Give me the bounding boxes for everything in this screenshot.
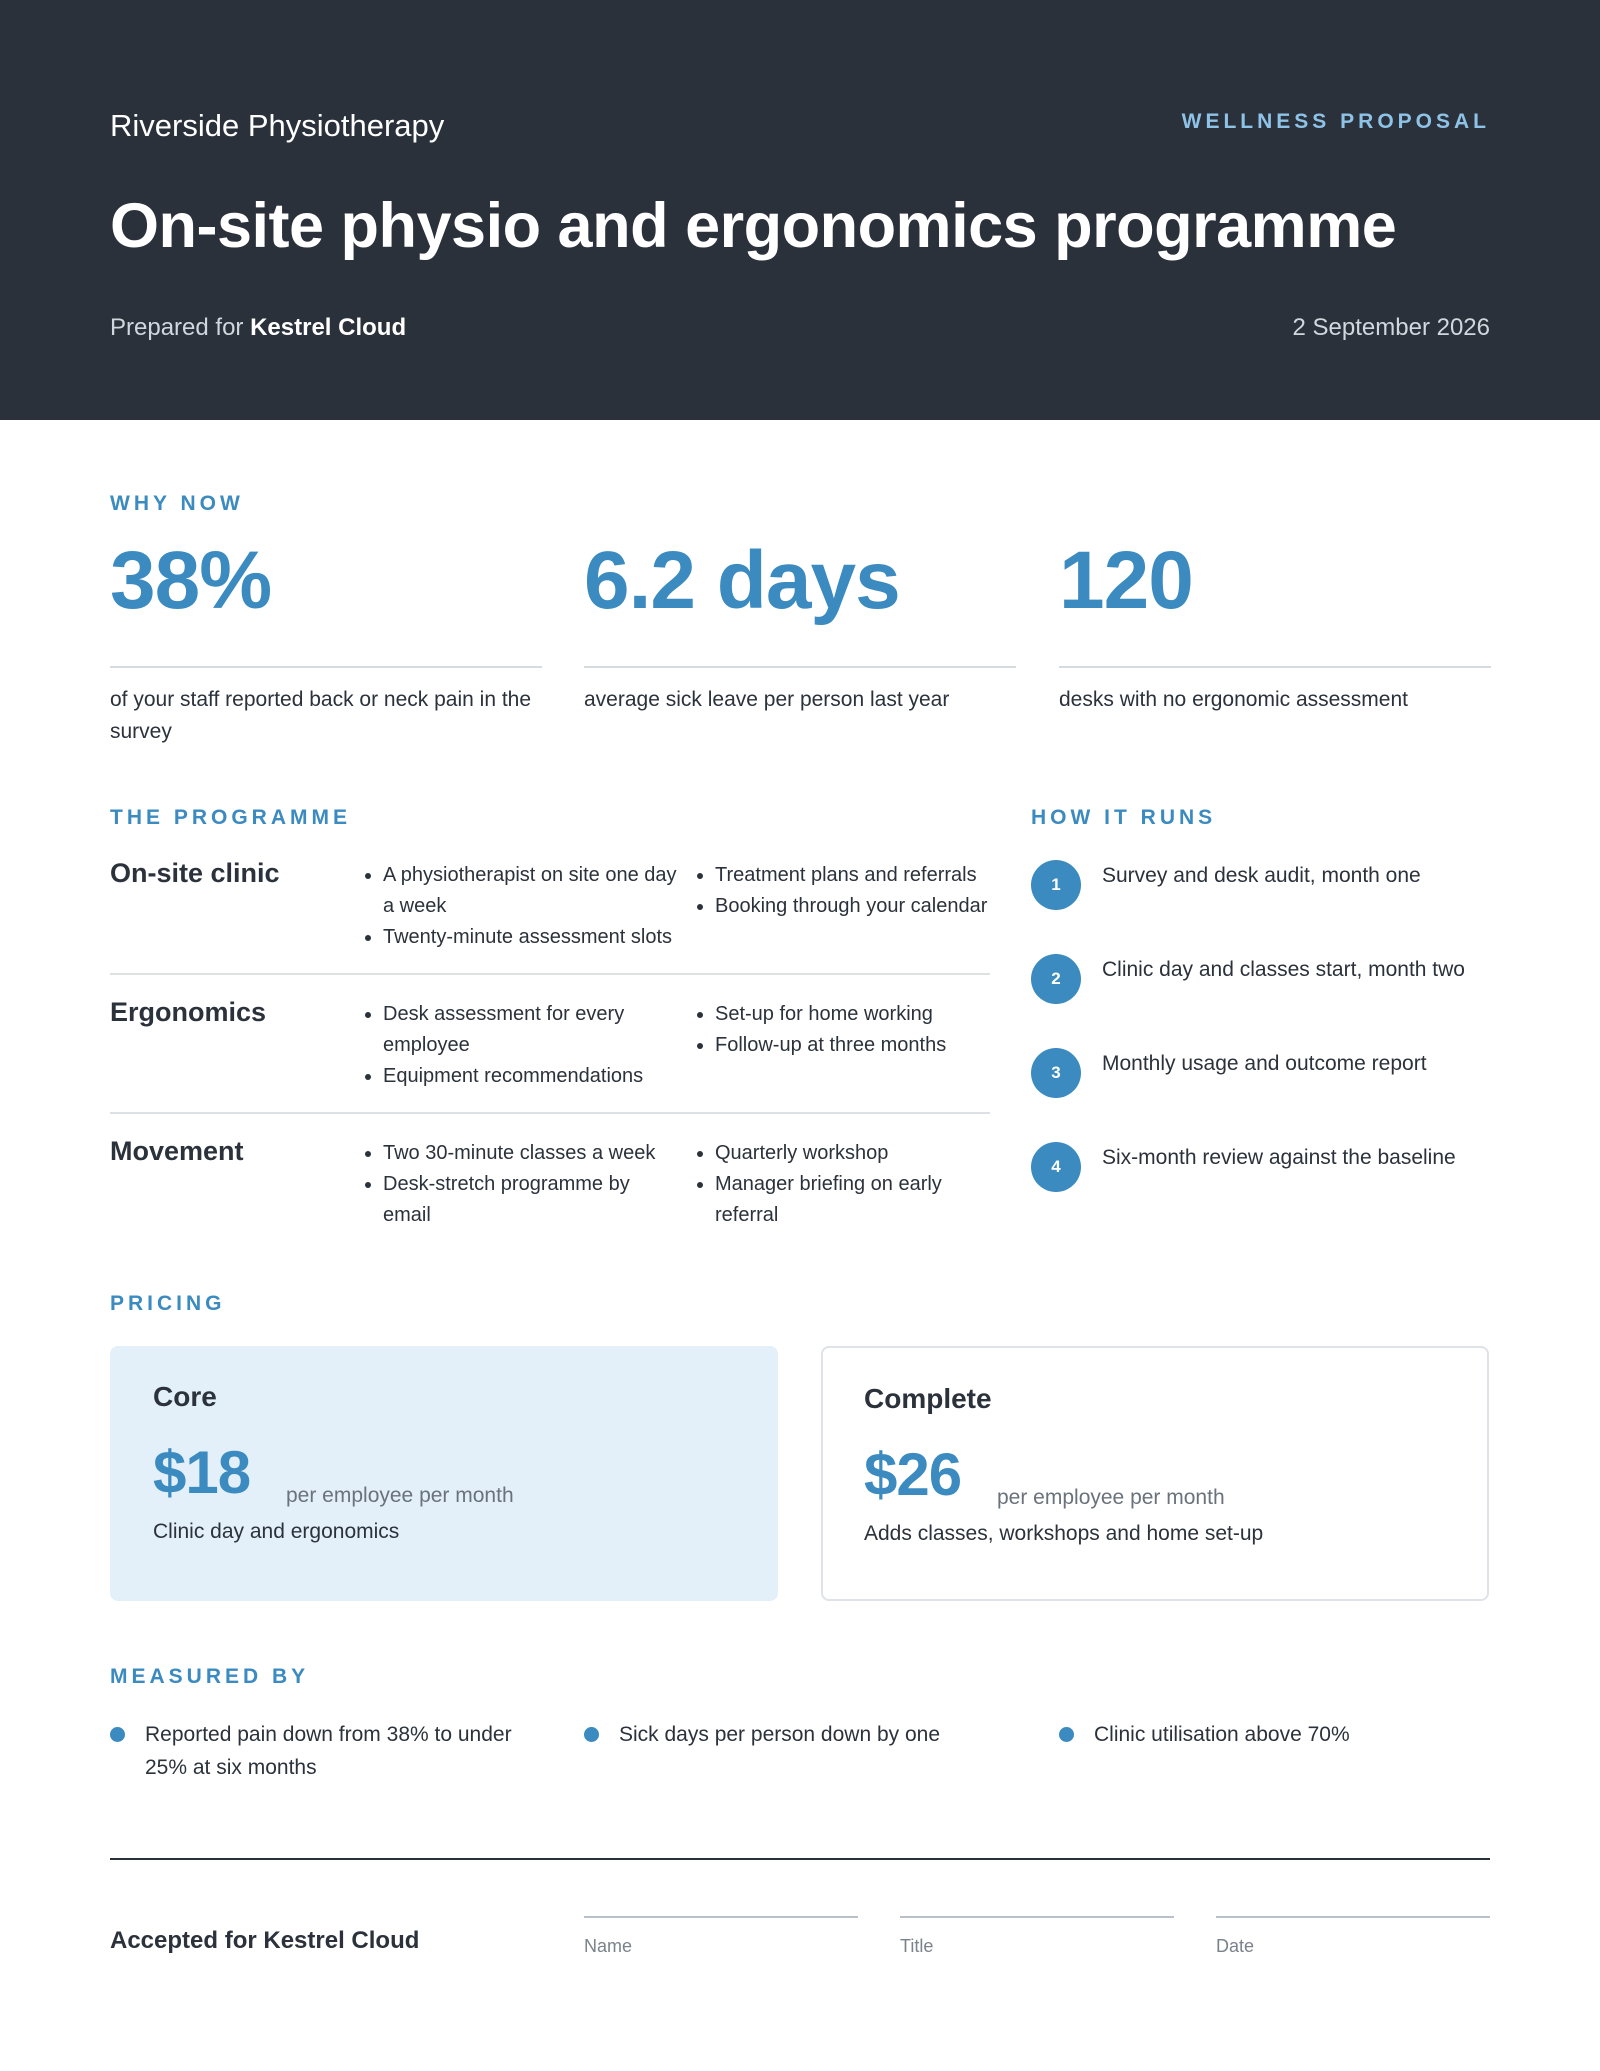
acceptance-label: Accepted for Kestrel Cloud [110,1927,420,1954]
signature-field-label: Name [584,1936,633,1956]
programme-bullets-left [363,1138,673,1231]
signature-field-title[interactable] [900,1916,1174,1956]
programme-bullets-right [695,1138,975,1231]
step-text: Monthly usage and outcome report [1102,1052,1427,1075]
step-item [1031,860,1491,910]
signature-field-label: Date [1216,1936,1255,1956]
plan-price-unit: per employee per month [286,1484,514,1507]
measured-by-heading: MEASURED BY [110,1665,310,1688]
stat-divider [110,666,542,668]
list-item: Set-up for home working [695,999,995,1030]
step-number-badge: 4 [1031,1142,1081,1192]
client-name: Kestrel Cloud [250,314,407,341]
stat-divider [1059,666,1491,668]
plan-description: Adds classes, workshops and home set-up [864,1522,1264,1545]
list-item: A physiotherapist on site one day a week [363,860,693,922]
bullet-dot-icon [1059,1727,1074,1742]
stat-description: average sick leave per person last year [584,688,950,711]
programme-name: Ergonomics [110,997,267,1027]
stat-value: 6.2 days [584,535,900,626]
step-text: Six-month review against the baseline [1102,1146,1456,1169]
stat-staff-pain [110,535,542,748]
programme-bullets-right [695,999,995,1061]
list-item: Manager briefing on early referral [695,1169,975,1231]
stat-description: desks with no ergonomic assessment [1059,688,1408,711]
plan-price: $26 [864,1441,962,1508]
page-title: On-site physio and ergonomics programme [110,191,1397,261]
bullet-dot-icon [110,1727,125,1742]
signature-field-label: Title [900,1936,934,1956]
programme-row-movement [110,1136,990,1236]
signature-field-name[interactable] [584,1916,858,1956]
programme-bullets-right [695,860,995,922]
plan-price-unit: per employee per month [997,1486,1225,1509]
list-item: Treatment plans and referrals [695,860,995,891]
list-item: Equipment recommendations [363,1061,693,1092]
step-item [1031,954,1491,1004]
stat-desks [1059,535,1491,716]
pricing-heading: PRICING [110,1292,226,1315]
list-item: Booking through your calendar [695,891,995,922]
document-type-label: WELLNESS PROPOSAL [1181,110,1490,133]
plan-price: $18 [153,1439,251,1506]
header-banner [0,0,1600,420]
pricing-plan-complete [821,1346,1489,1601]
stat-divider [584,666,1016,668]
plan-name: Core [153,1381,217,1412]
stat-sick-leave [584,535,1016,716]
programme-row-clinic [110,858,990,975]
measure-text: Clinic utilisation above 70% [1094,1723,1350,1746]
programme-name: Movement [110,1136,244,1166]
plan-description: Clinic day and ergonomics [153,1520,400,1543]
measure-text: Sick days per person down by one [619,1723,941,1746]
step-item [1031,1048,1491,1098]
brand-name: Riverside Physiotherapy [110,108,445,143]
stat-value: 120 [1059,535,1193,626]
stat-value: 38% [110,535,272,626]
document-date: 2 September 2026 [1292,314,1490,341]
list-item: Two 30-minute classes a week [363,1138,673,1169]
measure-text: Reported pain down from 38% to under 25% at six months [145,1723,512,1779]
step-number-badge: 2 [1031,954,1081,1004]
prepared-prefix: Prepared for [110,314,251,341]
prepared-for [110,314,406,342]
bullet-dot-icon [584,1727,599,1742]
programme-heading: THE PROGRAMME [110,806,351,829]
why-now-heading: WHY NOW [110,492,244,515]
signoff-divider [110,1858,1490,1860]
list-item: Twenty-minute assessment slots [363,922,693,953]
step-text: Survey and desk audit, month one [1102,864,1421,887]
programme-bullets-left [363,860,693,953]
how-it-runs-heading: HOW IT RUNS [1031,806,1217,829]
step-number-badge: 1 [1031,860,1081,910]
list-item: Desk assessment for every employee [363,999,693,1061]
step-text: Clinic day and classes start, month two [1102,958,1465,981]
signature-field-date[interactable] [1216,1916,1490,1956]
plan-name: Complete [864,1383,992,1414]
programme-row-ergonomics [110,997,990,1114]
list-item: Quarterly workshop [695,1138,975,1169]
programme-name: On-site clinic [110,858,280,888]
programme-bullets-left [363,999,693,1092]
list-item: Desk-stretch programme by email [363,1169,673,1231]
list-item: Follow-up at three months [695,1030,995,1061]
step-number-badge: 3 [1031,1048,1081,1098]
pricing-plan-core [110,1346,778,1601]
step-item [1031,1142,1491,1192]
stat-description: of your staff reported back or neck pain in the survey [110,688,532,743]
